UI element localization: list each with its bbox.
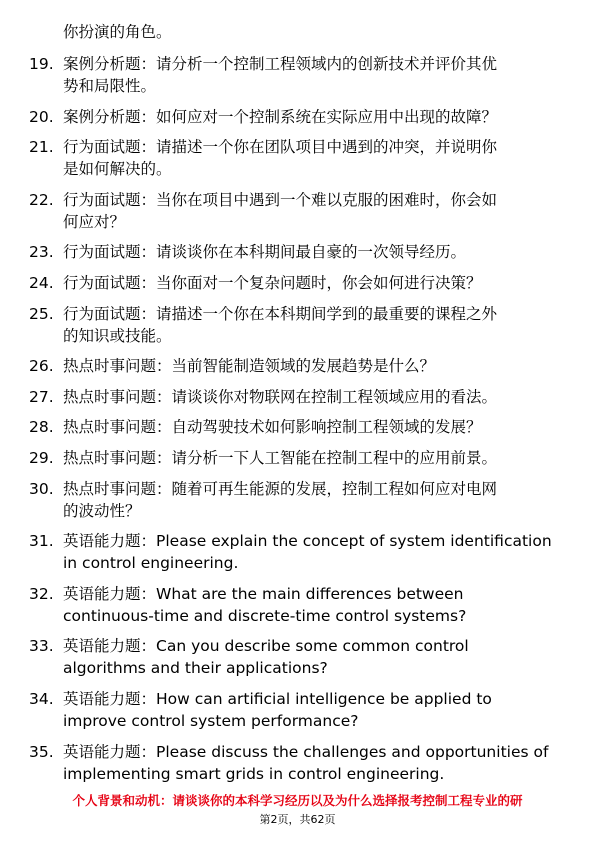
question-item [0,741,595,785]
question-text [63,106,563,128]
question-text-line: 热点时事问题：随着可再生能源的发展，控制工程如何应对电网 [63,479,498,498]
question-text-line: 热点时事问题：自动驾驶技术如何影响控制工程领域的发展？ [63,418,482,437]
page-number: 第2页，共62页 [259,813,336,826]
question-item [0,272,595,294]
question-number: 30. [29,479,54,498]
question-item [0,355,595,377]
question-number: 27. [29,387,54,406]
question-item [0,303,595,347]
question-text [63,688,563,732]
question-number: 26. [29,357,54,376]
question-text [63,530,563,574]
question-text-line: 英语能力题：Can you describe some common control [63,637,469,656]
question-number: 23. [29,243,54,262]
question-item [0,530,595,574]
question-text [63,272,563,294]
question-text-line: 英语能力题：Please explain the concept of system identification [63,532,552,551]
question-number: 31. [29,532,54,551]
question-text-line: 英语能力题：How can artificial intelligence be applied to [63,689,492,708]
question-text-line: 案例分析题：如何应对一个控制系统在实际应用中出现的故障？ [63,107,498,126]
question-text [63,416,563,438]
question-text-line: 行为面试题：当你在项目中遇到一个难以克服的困难时，你会如 [63,190,498,209]
question-number: 24. [29,273,54,292]
question-text-line: 行为面试题：请描述一个你在本科期间学到的最重要的课程之外 [63,304,498,323]
question-text [63,241,563,263]
question-text-line: 势和局限性。 [63,77,157,95]
question-number: 21. [29,138,54,157]
question-text-line: 的知识或技能。 [63,326,172,345]
question-text [63,355,563,377]
question-text-line: 是如何解决的。 [63,160,172,179]
question-text-line: implementing smart grids in control engineering. [63,764,445,783]
question-text [63,583,563,627]
question-text [63,447,563,469]
question-number: 19. [29,55,54,73]
question-text-line: 的波动性？ [63,501,141,520]
question-number: 29. [29,448,54,467]
question-item [0,136,595,180]
question-number: 34. [29,689,54,708]
question-number: 28. [29,418,54,437]
footer-banner: 个人背景和动机：请谈谈你的本科学习经历以及为什么选择报考控制工程专业的研 [72,793,523,808]
question-text-line: 行为面试题：请描述一个你在团队项目中遇到的冲突，并说明你 [63,138,498,157]
question-item [0,106,595,128]
question-text-line: in control engineering. [63,554,239,573]
question-item [0,241,595,263]
question-text [63,741,563,785]
question-text-line: 行为面试题：当你面对一个复杂问题时，你会如何进行决策？ [63,273,482,292]
previous-question-continuation: 你扮演的角色。 [63,23,172,41]
question-item [0,386,595,408]
question-text-line: 英语能力题：What are the main differences between [63,584,464,603]
question-item [0,189,595,233]
question-text [63,303,563,347]
question-item [0,478,595,522]
question-number: 22. [29,190,54,209]
question-number: 33. [29,637,54,656]
question-item [0,583,595,627]
question-text [63,478,563,522]
question-text-line: 行为面试题：请谈谈你在本科期间最自豪的一次领导经历。 [63,243,467,262]
question-text [63,386,563,408]
question-number: 35. [29,742,54,761]
question-item [0,447,595,469]
question-item [0,416,595,438]
question-text-line: 何应对？ [63,212,126,231]
question-text-line: 热点时事问题：请分析一下人工智能在控制工程中的应用前景。 [63,448,498,467]
question-number: 20. [29,107,54,126]
question-text-line: continuous-time and discrete-time control systems? [63,606,467,625]
question-text-line: 热点时事问题：当前智能制造领域的发展趋势是什么？ [63,357,436,376]
question-text-line: algorithms and their applications? [63,659,328,678]
question-text-line: 热点时事问题：请谈谈你对物联网在控制工程领域应用的看法。 [63,387,498,406]
question-text [63,136,563,180]
question-list [0,53,595,793]
question-text [63,53,563,97]
question-item [0,53,595,97]
question-text-line: 案例分析题：请分析一个控制工程领域内的创新技术并评价其优 [63,55,498,73]
question-number: 32. [29,584,54,603]
question-item [0,688,595,732]
question-item [0,635,595,679]
question-text-line: improve control system performance? [63,711,359,730]
question-text [63,635,563,679]
question-number: 25. [29,304,54,323]
question-text-line: 英语能力题：Please discuss the challenges and opportunities of [63,742,549,761]
question-text [63,189,563,233]
